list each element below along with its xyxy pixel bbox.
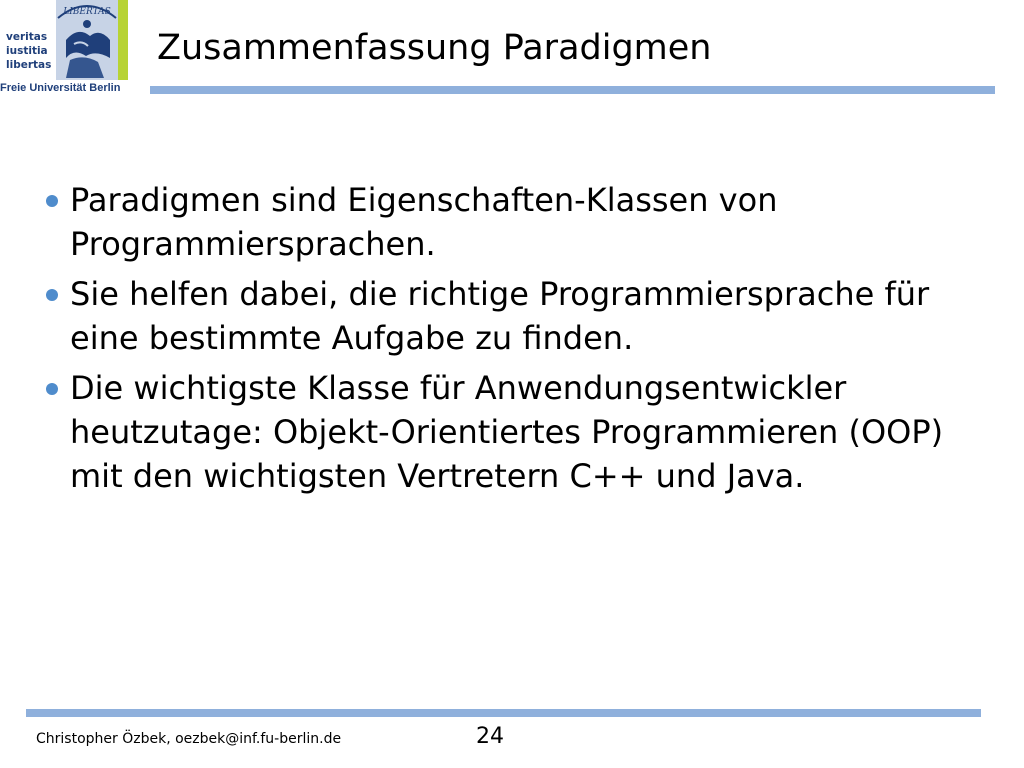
bullet-item bbox=[42, 178, 1002, 266]
logo-green-bar bbox=[118, 0, 128, 80]
bullet-dot-icon bbox=[46, 383, 58, 395]
footer-divider bbox=[26, 709, 981, 717]
slide-title: Zusammenfassung Paradigmen bbox=[157, 28, 712, 68]
university-logo bbox=[0, 0, 130, 96]
bullet-dot-icon bbox=[46, 289, 58, 301]
logo-seal-icon bbox=[56, 0, 118, 80]
bullet-text: Paradigmen sind Eigenschaften-Klassen von Programmiersprachen. bbox=[70, 181, 778, 263]
seal-lettering: LIBERTAS bbox=[63, 7, 111, 17]
bullet-text: Sie helfen dabei, die richtige Programmiersprache für eine bestimmte Aufgabe zu finden. bbox=[70, 275, 930, 357]
page-number: 24 bbox=[476, 724, 504, 749]
logo-motto-line: libertas bbox=[6, 59, 52, 71]
logo-motto bbox=[6, 30, 51, 72]
logo-motto-line: veritas bbox=[6, 31, 48, 43]
bullet-text: Die wichtigste Klasse für Anwendungsentwickler heutzutage: Objekt-Orientiertes Programmieren (OOP) mit den wichtigsten Vertretern C++ und Java. bbox=[70, 369, 944, 495]
bullet-item bbox=[42, 272, 1002, 360]
bullet-dot-icon bbox=[46, 195, 58, 207]
logo-university-name: Freie Universität Berlin bbox=[0, 82, 121, 94]
footer-author: Christopher Özbek, oezbek@inf.fu-berlin.de bbox=[36, 731, 342, 747]
logo-motto-line: iustitia bbox=[6, 45, 48, 57]
bullet-item bbox=[42, 366, 1002, 498]
title-divider bbox=[150, 86, 995, 94]
bullet-list bbox=[42, 178, 1002, 504]
